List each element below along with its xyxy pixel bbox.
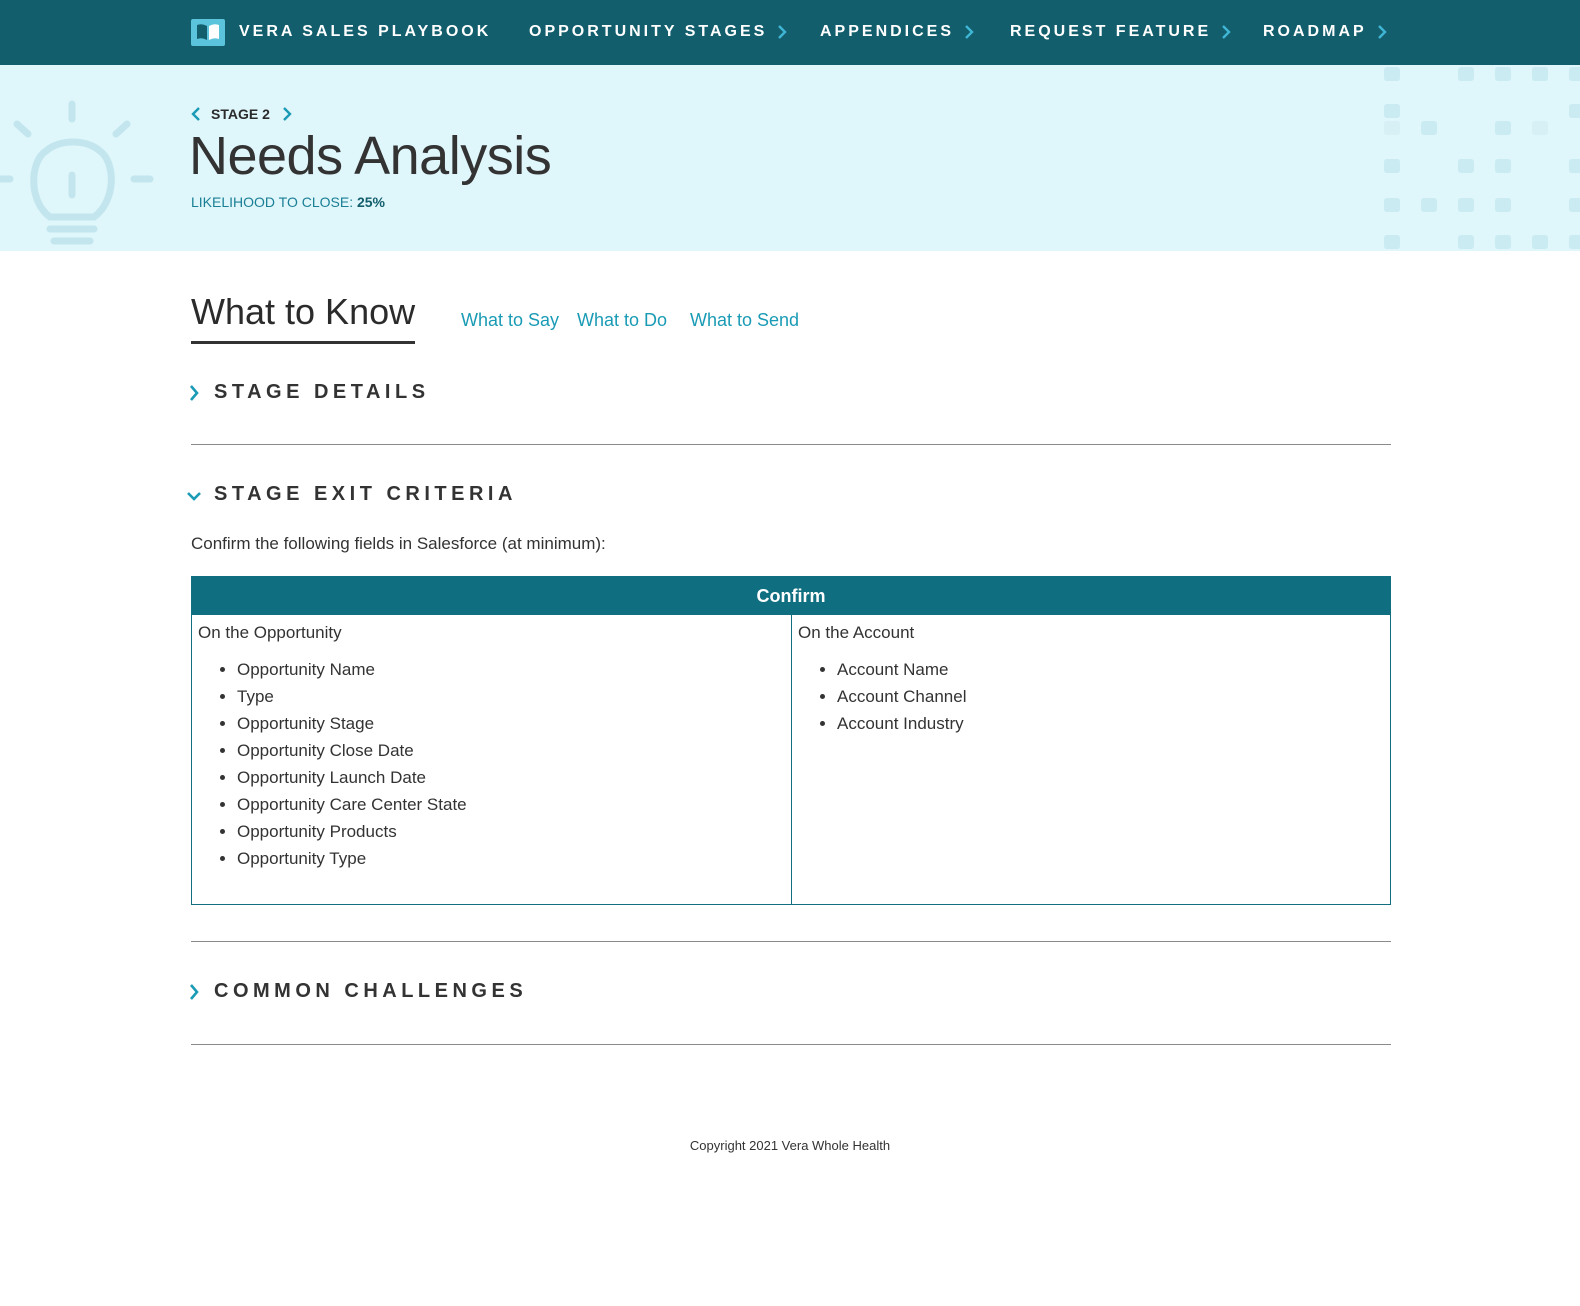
nav-request-feature[interactable] [1010, 20, 1231, 44]
stage-label: STAGE 2 [211, 106, 270, 122]
footer-copyright: Copyright 2021 Vera Whole Health [689, 1138, 891, 1153]
list-item: • Opportunity Name [237, 656, 785, 683]
list-item: • Opportunity Care Center State [237, 791, 785, 818]
section-common-challenges-toggle[interactable] [186, 977, 528, 1007]
confirm-table [191, 576, 1391, 905]
nav-opportunity-stages-label: OPPORTUNITY STAGES [529, 23, 768, 40]
opportunity-fields-column [192, 615, 791, 904]
chevron-right-icon [964, 24, 974, 40]
chevron-right-icon [1221, 24, 1231, 40]
confirm-table-header: Confirm [192, 577, 1390, 615]
chevron-right-icon [1377, 24, 1387, 40]
list-item: • Opportunity Type [237, 845, 785, 872]
section-stage-details-toggle[interactable] [186, 378, 430, 408]
section-title: COMMON CHALLENGES [214, 980, 528, 1002]
nav-appendices[interactable] [820, 20, 974, 44]
opportunity-fields-list [237, 656, 785, 872]
open-book-icon [191, 18, 225, 46]
nav-request-feature-label: REQUEST FEATURE [1010, 23, 1212, 40]
page-title: Needs Analysis [189, 126, 552, 186]
decorative-pattern [1380, 65, 1580, 251]
list-item: • Opportunity Products [237, 818, 785, 845]
column-heading: On the Account [798, 623, 915, 642]
nav-roadmap-label: ROADMAP [1263, 23, 1367, 40]
nav-opportunity-stages[interactable] [529, 20, 787, 44]
previous-stage-icon[interactable] [191, 106, 201, 122]
list-item: • Account Industry [837, 710, 1384, 737]
likelihood-label: LIKELIHOOD TO CLOSE: [191, 194, 357, 210]
section-divider [191, 1044, 1391, 1045]
next-stage-icon[interactable] [282, 106, 292, 122]
nav-roadmap[interactable] [1263, 20, 1387, 44]
stage-navigator [191, 104, 292, 124]
top-navigation [0, 0, 1580, 65]
tab-what-to-do[interactable]: What to Do [577, 310, 668, 330]
column-heading: On the Opportunity [198, 623, 342, 642]
tab-what-to-know[interactable]: What to Know [191, 291, 415, 344]
brand-logo[interactable] [191, 18, 491, 46]
chevron-right-icon [777, 24, 787, 40]
section-divider [191, 444, 1391, 445]
section-exit-criteria-toggle[interactable] [186, 481, 517, 511]
section-divider [191, 941, 1391, 942]
section-title: STAGE EXIT CRITERIA [214, 483, 517, 505]
likelihood-value: 25% [356, 194, 386, 210]
list-item: • Opportunity Stage [237, 710, 785, 737]
tab-what-to-say[interactable]: What to Say [461, 310, 560, 330]
list-item: • Opportunity Launch Date [237, 764, 785, 791]
account-fields-column [791, 615, 1390, 904]
likelihood-to-close [191, 194, 385, 210]
stage-hero [0, 65, 1580, 251]
list-item: • Account Name [837, 656, 1384, 683]
account-fields-list [837, 656, 1384, 737]
lightbulb-icon [0, 99, 160, 251]
nav-appendices-label: APPENDICES [820, 23, 955, 40]
brand-name: VERA SALES PLAYBOOK [239, 23, 492, 40]
chevron-down-icon [186, 489, 202, 503]
chevron-right-icon [186, 982, 200, 1002]
list-item: • Type [237, 683, 785, 710]
section-title: STAGE DETAILS [214, 381, 430, 403]
tab-what-to-send[interactable]: What to Send [690, 310, 800, 330]
exit-criteria-intro: Confirm the following fields in Salesforce (at minimum): [191, 534, 606, 553]
list-item: • Account Channel [837, 683, 1384, 710]
list-item: • Opportunity Close Date [237, 737, 785, 764]
chevron-right-icon [186, 383, 200, 403]
